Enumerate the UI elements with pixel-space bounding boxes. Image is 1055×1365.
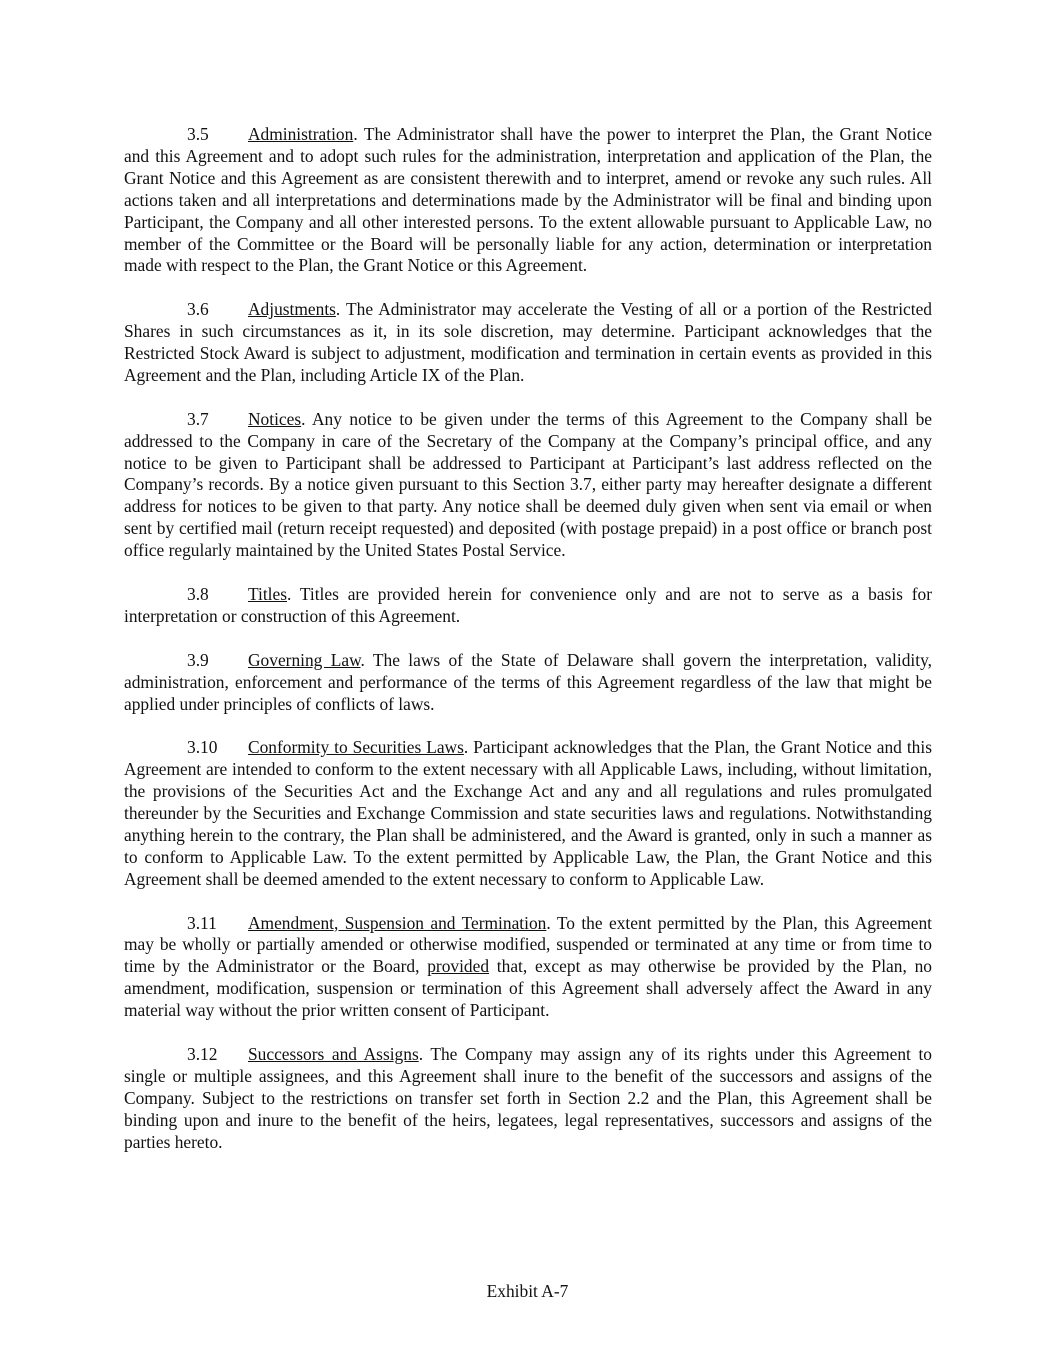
section-body-post: that, except as may otherwise be provided by the Plan, no amendment, modification, suspension or termination of this Agreement shall adversely affect the Award in any material way without the prior written consent of Participant. [124,956,932,1021]
section-3-9 [124,650,932,716]
section-number: 3.7 [187,408,209,429]
provided-term: provided [427,956,490,977]
section-number: 3.5 [187,124,209,144]
section-number: 3.9 [187,649,209,670]
section-heading: Titles [248,583,287,604]
section-heading: Notices [248,408,302,429]
section-3-8 [124,584,932,628]
section-heading: Successors and Assigns [248,1043,419,1064]
section-heading: Conformity to Securities Laws [248,737,464,758]
section-body: . The Company may assign any of its rights under this Agreement to single or multiple assignees, and this Agreement shall inure to the benefit of the successors and assigns of the Company. Subject to the restrictions on transfer set forth in Section 2.2 and the Plan, this Agreement shall be binding upon and inure to the benefit of the heirs, legatees, legal representatives, successors and assigns of the parties hereto. [124,1043,932,1152]
section-body: . Any notice to be given under the terms of this Agreement to the Company shall be addressed to the Company in care of the Secretary of the Company at the Company’s principal office, and any notice to be given to Participant shall be addressed to Participant at Participant’s last address reflected on the Company’s records. By a notice given pursuant to this Section 3.7, either party may hereafter designate a different address for notices to be given to that party. Any notice shall be deemed duly given when sent via email or when sent by certified mail (return receipt requested) and deposited (with postage prepaid) in a post office or branch post office regularly maintained by the United States Postal Service. [124,408,932,561]
section-body: . Participant acknowledges that the Plan, the Grant Notice and this Agreement are intended to conform to the extent necessary with all Applicable Laws, including, without limitation, the provisions of the Securities Act and the Exchange Act and any and all regulations and rules promulgated thereunder by the Securities and Exchange Commission and state securities laws and regulations. Notwithstanding anything herein to the contrary, the Plan shall be administered, and the Award is granted, only in such a manner as to conform to Applicable Law. To the extent permitted by Applicable Law, the Plan, the Grant Notice and this Agreement shall be deemed amended to the extent necessary to conform to Applicable Law. [124,737,932,889]
section-3-7 [124,409,932,562]
section-heading: Administration [248,124,354,144]
section-heading: Adjustments [248,299,336,320]
section-heading: Amendment, Suspension and Termination [248,912,547,933]
section-heading: Governing Law [248,649,361,670]
page-footer: Exhibit A-7 [486,1281,569,1301]
section-number: 3.8 [187,583,209,604]
section-number: 3.6 [187,299,209,320]
section-number: 3.10 [187,737,218,758]
section-3-6 [124,299,932,387]
section-body: . The Administrator may accelerate the Vesting of all or a portion of the Restricted Shares in such circumstances as it, in its sole discretion, may determine. Participant acknowledges that the Restricted Stock Award is subject to adjustment, modification and termination in certain events as provided in this Agreement and the Plan, including Article IX of the Plan. [124,299,932,385]
section-body: . The laws of the State of Delaware shall govern the interpretation, validity, administration, enforcement and performance of the terms of this Agreement regardless of the law that might be applied under principles of conflicts of laws. [124,649,932,714]
section-body-pre: . To the extent permitted by the Plan, this Agreement may be wholly or partially amended or otherwise modified, suspended or terminated at any time or from time to time by the Administrator or the Board, [124,912,932,977]
document-page [124,124,932,1175]
section-3-5 [124,124,932,277]
section-body: . The Administrator shall have the power to interpret the Plan, the Grant Notice and this Agreement and to adopt such rules for the administration, interpretation and application of the Plan, the Grant Notice and this Agreement as are consistent therewith and to interpret, amend or revoke any such rules. All actions taken and all interpretations and determinations made by the Administrator will be final and binding upon Participant, the Company and all other interested persons. To the extent allowable pursuant to Applicable Law, no member of the Committee or the Board will be personally liable for any action, determination or interpretation made with respect to the Plan, the Grant Notice or this Agreement. [124,124,932,276]
section-3-10 [124,737,932,890]
section-number: 3.12 [187,1043,218,1064]
section-number: 3.11 [187,912,217,933]
section-body: . Titles are provided herein for convenience only and are not to serve as a basis for interpretation or construction of this Agreement. [124,583,932,626]
section-3-11 [124,913,932,1023]
section-3-12 [124,1044,932,1154]
